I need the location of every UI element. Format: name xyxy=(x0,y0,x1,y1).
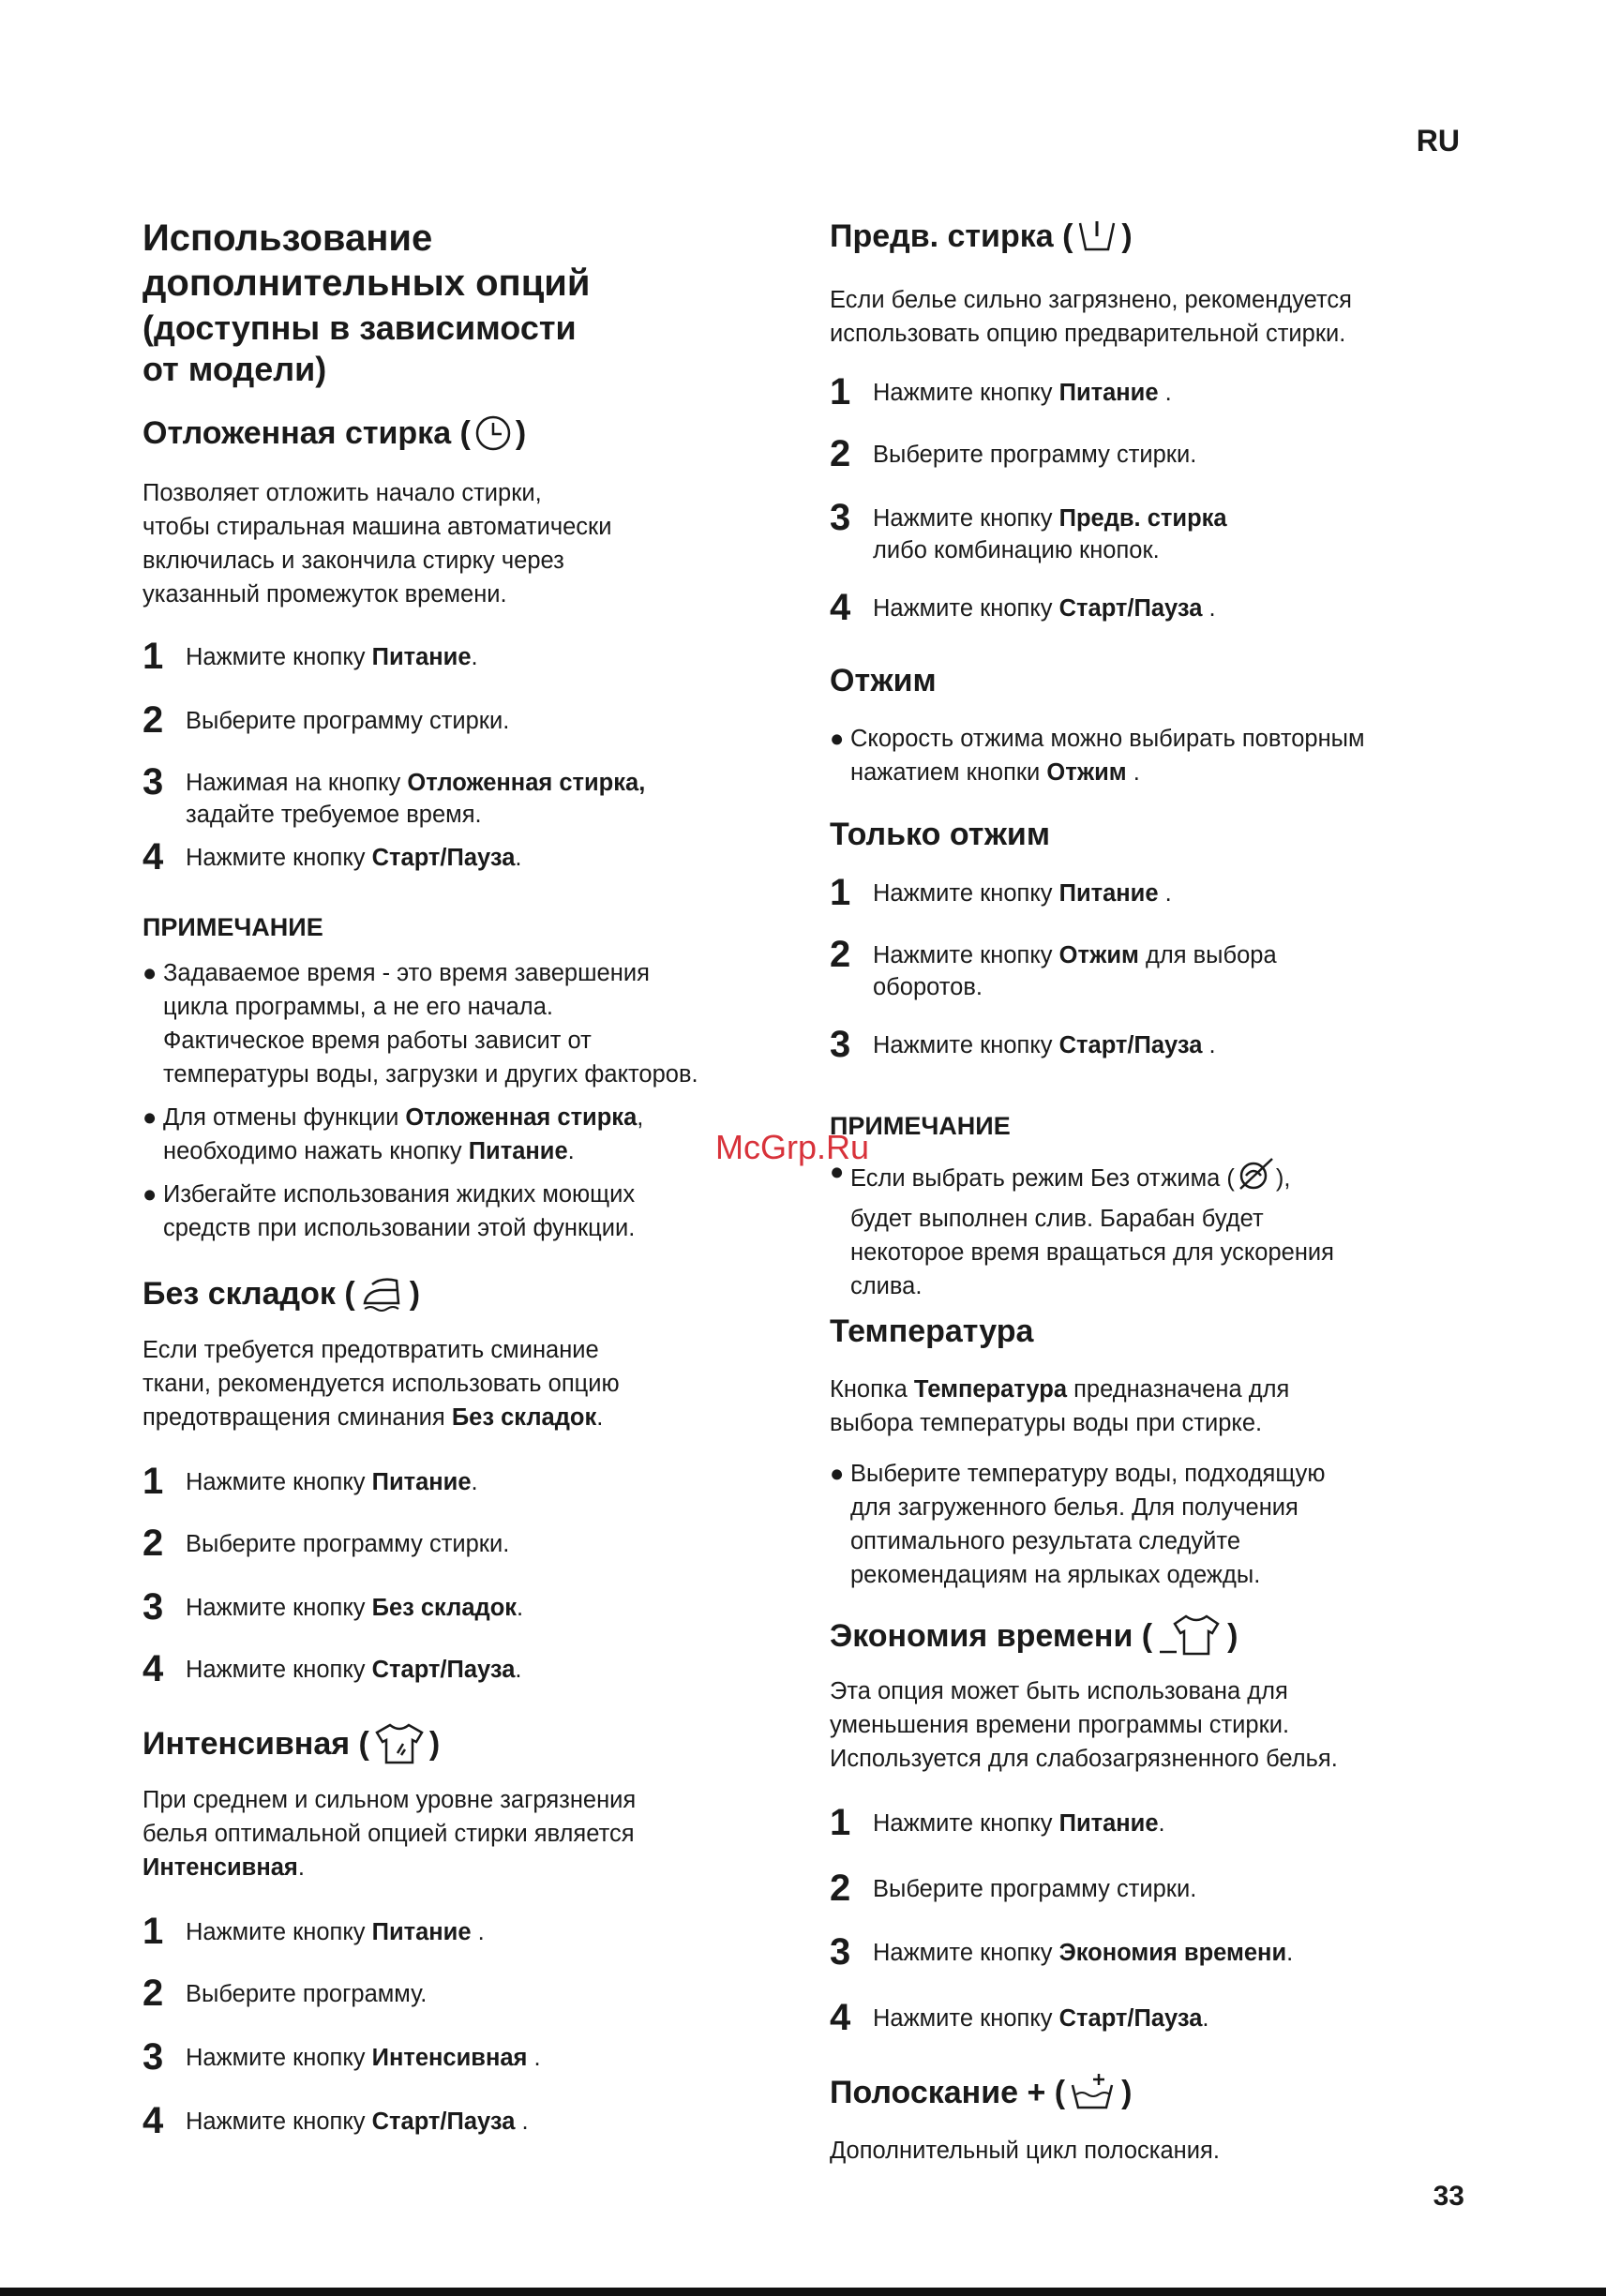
step-number: 4 xyxy=(143,2100,164,2141)
delay-description xyxy=(143,476,611,611)
step-bold: Старт/Пауза xyxy=(1058,595,1203,622)
rinse-title-end: ) xyxy=(1121,2075,1133,2110)
timesave-heading xyxy=(830,1613,1238,1659)
timesave-desc-line: Используется для слабозагрязненного белья. xyxy=(830,1746,1338,1772)
step-text: Нажмите кнопку xyxy=(186,1657,372,1683)
note-text: ), xyxy=(1275,1165,1291,1192)
step-text: Выберите программу. xyxy=(186,1981,428,2007)
step-number: 1 xyxy=(830,371,851,413)
delay-desc-line: указанный промежуток времени. xyxy=(143,581,507,608)
spin-bullet-text: . xyxy=(1126,759,1140,786)
step-number: 3 xyxy=(143,761,164,803)
spin-bullet-line: Скорость отжима можно выбирать повторным xyxy=(850,726,1365,752)
step-text: Выберите программу стирки. xyxy=(873,442,1197,468)
step-bold: Отжим xyxy=(1058,942,1139,968)
step-post: . xyxy=(515,845,522,871)
step-post: . xyxy=(1202,595,1216,622)
step-bold: Отложенная стирка, xyxy=(407,770,646,796)
prewash-desc-line: использовать опцию предварительной стирки. xyxy=(830,321,1346,347)
step-bold: Без складок xyxy=(371,1595,518,1621)
step-post: . xyxy=(1202,2005,1209,2032)
bullet-dot: ● xyxy=(830,1159,845,1185)
step-text: Нажмите кнопку xyxy=(186,1919,372,1945)
step-post: . xyxy=(471,1469,478,1495)
bullet-dot: ● xyxy=(143,1181,158,1208)
temp-desc-text: Кнопка xyxy=(830,1376,914,1403)
step-bold: Питание xyxy=(1058,880,1159,907)
timesave-desc-line: уменьшения времени программы стирки. xyxy=(830,1712,1290,1738)
note-text: . xyxy=(567,1138,575,1164)
intensive-desc-line: При среднем и сильном уровне загрязнения xyxy=(143,1787,637,1813)
step-post: . xyxy=(515,2108,529,2135)
note-bold: Отложенная стирка xyxy=(405,1104,638,1131)
shirt-stain-icon xyxy=(373,1721,426,1766)
bullet-dot: ● xyxy=(830,726,845,752)
step-text: Выберите программу стирки. xyxy=(186,708,510,734)
timesave-title: Экономия времени ( xyxy=(830,1618,1153,1654)
step-number: 1 xyxy=(830,1802,851,1843)
step-number: 2 xyxy=(143,1973,164,2014)
step-number: 2 xyxy=(143,699,164,741)
step-number: 4 xyxy=(830,1997,851,2038)
temperature-heading xyxy=(830,1311,1033,1352)
step-bold: Питание xyxy=(1058,380,1159,406)
crease-heading xyxy=(143,1273,420,1314)
step-number: 2 xyxy=(830,433,851,474)
crease-title: Без складок ( xyxy=(143,1276,355,1312)
step-number: 3 xyxy=(830,1931,851,1973)
delay-desc-line: чтобы стиральная машина автоматически xyxy=(143,514,612,540)
main-title-line: Использование xyxy=(143,218,433,259)
spin-only-heading xyxy=(830,814,1050,855)
step-post: . xyxy=(517,1595,524,1621)
note-line: цикла программы, а не его начала. xyxy=(163,994,553,1020)
step-post: . xyxy=(515,1657,522,1683)
step-text: Нажмите кнопку xyxy=(873,1032,1059,1058)
step-number: 1 xyxy=(143,636,164,677)
prewash-desc-line: Если белье сильно загрязнено, рекомендуется xyxy=(830,287,1352,313)
main-subtitle-line: (доступны в зависимости xyxy=(143,308,577,347)
note-bold: Питание xyxy=(468,1138,568,1164)
bullet-dot: ● xyxy=(143,960,158,986)
crease-desc-line: Если требуется предотвратить сминание xyxy=(143,1337,599,1363)
spin-bullet-text: нажатием кнопки xyxy=(850,759,1047,786)
step-post: . xyxy=(471,644,478,670)
step-number: 3 xyxy=(143,2036,164,2078)
step-number: 1 xyxy=(143,1911,164,1952)
step-post: . xyxy=(527,2045,541,2071)
step-post: . xyxy=(1286,1940,1294,1966)
step-text: Нажимая на кнопку xyxy=(186,770,408,796)
iron-icon xyxy=(359,1275,406,1313)
step-text: Нажмите кнопку xyxy=(186,2045,372,2071)
step-text: Нажмите кнопку xyxy=(873,880,1059,907)
no-spin-icon xyxy=(1235,1155,1276,1202)
step-line2: задайте требуемое время. xyxy=(186,802,482,828)
step-number: 1 xyxy=(143,1461,164,1502)
step-post: . xyxy=(1158,1810,1165,1837)
delay-desc-line: включилась и закончила стирку через xyxy=(143,548,564,574)
note-line: Избегайте использования жидких моющих xyxy=(163,1181,636,1208)
step-text: Нажмите кнопку xyxy=(873,942,1059,968)
intensive-desc-bold: Интенсивная xyxy=(143,1854,298,1881)
main-title xyxy=(143,216,590,306)
note-line: температуры воды, загрузки и других факторов. xyxy=(163,1061,698,1088)
intensive-description xyxy=(143,1783,636,1884)
note-text: Если выбрать режим Без отжима ( xyxy=(850,1165,1235,1192)
crease-description xyxy=(143,1333,620,1434)
step-bold: Экономия времени xyxy=(1058,1940,1287,1966)
step-text: Нажмите кнопку xyxy=(873,595,1059,622)
crease-title-end: ) xyxy=(409,1276,421,1312)
step-number: 3 xyxy=(143,1586,164,1628)
step-text: Нажмите кнопку xyxy=(873,1810,1059,1837)
rinse-title: Полоскание + ( xyxy=(830,2075,1066,2110)
step-text: Выберите программу стирки. xyxy=(873,1876,1197,1902)
step-number: 4 xyxy=(830,587,851,628)
temp-bullet-line: рекомендациям на ярлыках одежды. xyxy=(850,1562,1261,1588)
intensive-title-end: ) xyxy=(428,1726,441,1762)
step-bold: Старт/Пауза xyxy=(371,2108,516,2135)
step-post: . xyxy=(1158,380,1172,406)
intensive-desc-text: . xyxy=(297,1854,305,1881)
intensive-desc-line: белья оптимальной опцией стирки является xyxy=(143,1821,635,1847)
shirt-timesave-icon xyxy=(1156,1613,1223,1659)
step-number: 2 xyxy=(830,1868,851,1909)
step-bold: Интенсивная xyxy=(371,2045,528,2071)
note-text: , xyxy=(637,1104,644,1131)
spin-bullet-bold: Отжим xyxy=(1046,759,1127,786)
step-line2: оборотов. xyxy=(873,974,983,1000)
clock-icon xyxy=(474,414,512,452)
delay-note-title: ПРИМЕЧАНИЕ xyxy=(143,913,323,941)
step-number: 3 xyxy=(830,1024,851,1065)
temp-desc-bold: Температура xyxy=(913,1376,1068,1403)
note-line: Фактическое время работы зависит от xyxy=(163,1028,592,1054)
step-post: . xyxy=(471,1919,485,1945)
intensive-title: Интенсивная ( xyxy=(143,1726,369,1762)
main-title-line: дополнительных опций xyxy=(143,263,591,304)
temp-desc-text: предназначена для xyxy=(1067,1376,1290,1403)
prewash-title-end: ) xyxy=(1121,218,1133,254)
step-post: . xyxy=(1158,880,1172,907)
step-text: Нажмите кнопку xyxy=(186,644,372,670)
step-post: . xyxy=(1202,1032,1216,1058)
note-line: некоторое время вращаться для ускорения xyxy=(850,1239,1334,1266)
main-subtitle-line: от модели) xyxy=(143,350,327,388)
temperature-title: Температура xyxy=(830,1313,1034,1349)
step-number: 4 xyxy=(143,836,164,878)
main-subtitle xyxy=(143,308,577,390)
note-line: слива. xyxy=(850,1273,923,1299)
timesave-description xyxy=(830,1674,1338,1776)
step-text: Выберите программу стирки. xyxy=(186,1531,510,1557)
crease-desc-bold: Без складок xyxy=(451,1404,597,1431)
intensive-heading xyxy=(143,1721,440,1766)
step-post: для выбора xyxy=(1138,942,1277,968)
prewash-heading xyxy=(830,216,1133,257)
note-line: средств при использовании этой функции. xyxy=(163,1215,636,1241)
prewash-description xyxy=(830,283,1352,351)
delay-title-end: ) xyxy=(515,415,527,451)
crease-desc-text: . xyxy=(596,1404,604,1431)
step-text: Нажмите кнопку xyxy=(873,505,1059,532)
step-bold: Питание xyxy=(371,1469,472,1495)
note-line: Задаваемое время - это время завершения xyxy=(163,960,650,986)
temp-bullet-line: для загруженного белья. Для получения xyxy=(850,1494,1298,1521)
page-number: 33 xyxy=(1433,2181,1464,2212)
note-line: будет выполнен слив. Барабан будет xyxy=(850,1206,1264,1232)
step-number: 3 xyxy=(830,497,851,538)
timesave-title-end: ) xyxy=(1227,1618,1238,1654)
step-number: 1 xyxy=(830,872,851,913)
spin-only-note-title: ПРИМЕЧАНИЕ xyxy=(830,1112,1011,1140)
watermark: McGrp.Ru xyxy=(715,1128,870,1166)
note-text: Для отмены функции xyxy=(163,1104,406,1131)
spin-title: Отжим xyxy=(830,663,937,698)
bottom-bar xyxy=(0,2288,1606,2296)
rinse-plus-icon xyxy=(1069,2072,1118,2113)
delay-desc-line: Позволяет отложить начало стирки, xyxy=(143,480,542,506)
rinse-heading xyxy=(830,2072,1132,2113)
step-number: 4 xyxy=(143,1648,164,1689)
prewash-title: Предв. стирка ( xyxy=(830,218,1073,254)
step-line2: либо комбинацию кнопок. xyxy=(873,537,1160,563)
bullet-dot: ● xyxy=(830,1461,845,1487)
rinse-description: Дополнительный цикл полоскания. xyxy=(830,2138,1220,2164)
crease-desc-line: ткани, рекомендуется использовать опцию xyxy=(143,1371,620,1397)
delay-heading xyxy=(143,413,526,454)
step-bold: Старт/Пауза xyxy=(371,1657,516,1683)
delay-title: Отложенная стирка ( xyxy=(143,415,471,451)
step-text: Нажмите кнопку xyxy=(873,2005,1059,2032)
step-bold: Старт/Пауза xyxy=(1058,2005,1203,2032)
step-text: Нажмите кнопку xyxy=(186,1469,372,1495)
step-number: 2 xyxy=(830,934,851,975)
step-number: 2 xyxy=(143,1523,164,1564)
step-bold: Старт/Пауза xyxy=(1058,1032,1203,1058)
step-text: Нажмите кнопку xyxy=(873,380,1059,406)
note-text: необходимо нажать кнопку xyxy=(163,1138,469,1164)
prewash-tub-icon xyxy=(1076,218,1118,255)
temp-bullet-line: оптимального результата следуйте xyxy=(850,1528,1241,1554)
spin-only-title: Только отжим xyxy=(830,817,1050,852)
temp-bullet-line: Выберите температуру воды, подходящую xyxy=(850,1461,1326,1487)
step-bold: Питание xyxy=(371,644,472,670)
timesave-desc-line: Эта опция может быть использована для xyxy=(830,1678,1288,1704)
language-code: RU xyxy=(1416,124,1460,158)
step-text: Нажмите кнопку xyxy=(186,845,372,871)
spin-heading xyxy=(830,660,937,701)
bullet-dot: ● xyxy=(143,1104,158,1131)
step-text: Нажмите кнопку xyxy=(873,1940,1059,1966)
step-text: Нажмите кнопку xyxy=(186,1595,372,1621)
crease-desc-text: предотвращения сминания xyxy=(143,1404,452,1431)
step-bold: Предв. стирка xyxy=(1058,505,1227,532)
step-text: Нажмите кнопку xyxy=(186,2108,372,2135)
temperature-description xyxy=(830,1373,1289,1440)
step-bold: Старт/Пауза xyxy=(371,845,516,871)
temp-desc-line: выбора температуры воды при стирке. xyxy=(830,1410,1263,1436)
step-bold: Питание xyxy=(1058,1810,1159,1837)
step-bold: Питание xyxy=(371,1919,472,1945)
